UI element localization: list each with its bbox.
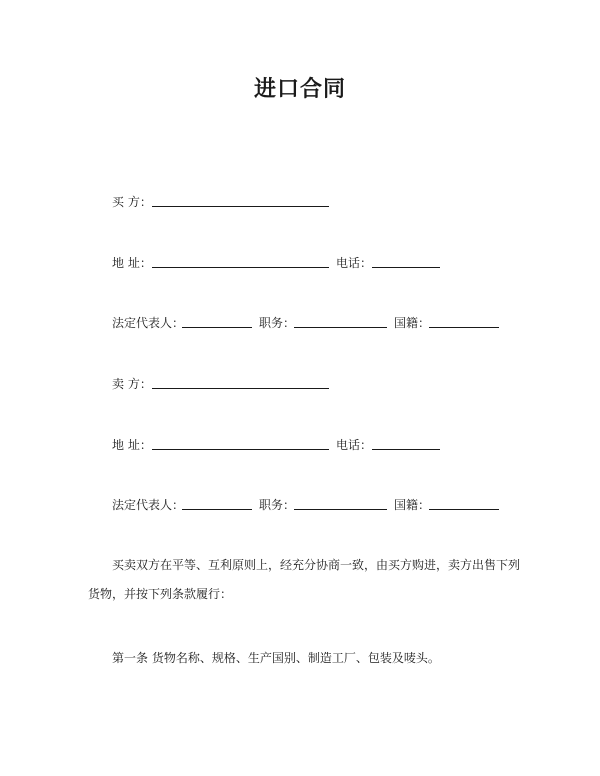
buyer-nationality-blank <box>429 327 499 328</box>
buyer-address-label: 地 址： <box>112 256 152 270</box>
buyer-name-blank <box>152 206 329 207</box>
seller-name-blank <box>152 388 329 389</box>
buyer-phone-label: 电话： <box>336 256 373 270</box>
seller-rep-label: 法定代表人： <box>112 498 185 512</box>
contract-title: 进口合同 <box>253 77 346 102</box>
clause-1: 第一条 货物名称、规格、生产国别、制造工厂、包装及唛头。 <box>112 651 440 665</box>
seller-phone-label: 电话： <box>336 438 373 452</box>
seller-nationality-label: 国籍： <box>394 498 431 512</box>
seller-rep-blank <box>182 509 252 510</box>
seller-label: 卖 方： <box>112 377 152 391</box>
seller-position-label: 职务： <box>259 498 296 512</box>
buyer-phone-blank <box>372 267 440 268</box>
buyer-position-blank <box>294 327 387 328</box>
seller-position-blank <box>294 509 387 510</box>
buyer-rep-blank <box>182 327 252 328</box>
seller-address-label: 地 址： <box>112 438 152 452</box>
seller-nationality-blank <box>429 509 499 510</box>
buyer-rep-label: 法定代表人： <box>112 316 185 330</box>
seller-phone-blank <box>372 449 440 450</box>
buyer-label: 买 方： <box>112 195 152 209</box>
buyer-address-blank <box>152 267 329 268</box>
buyer-position-label: 职务： <box>259 316 296 330</box>
seller-address-blank <box>152 449 329 450</box>
intro-paragraph: 买卖双方在平等、互利原则上，经充分协商一致，由买方购进，卖方出售下列货物，并按下列条款履行： <box>88 558 521 601</box>
buyer-nationality-label: 国籍： <box>394 316 431 330</box>
